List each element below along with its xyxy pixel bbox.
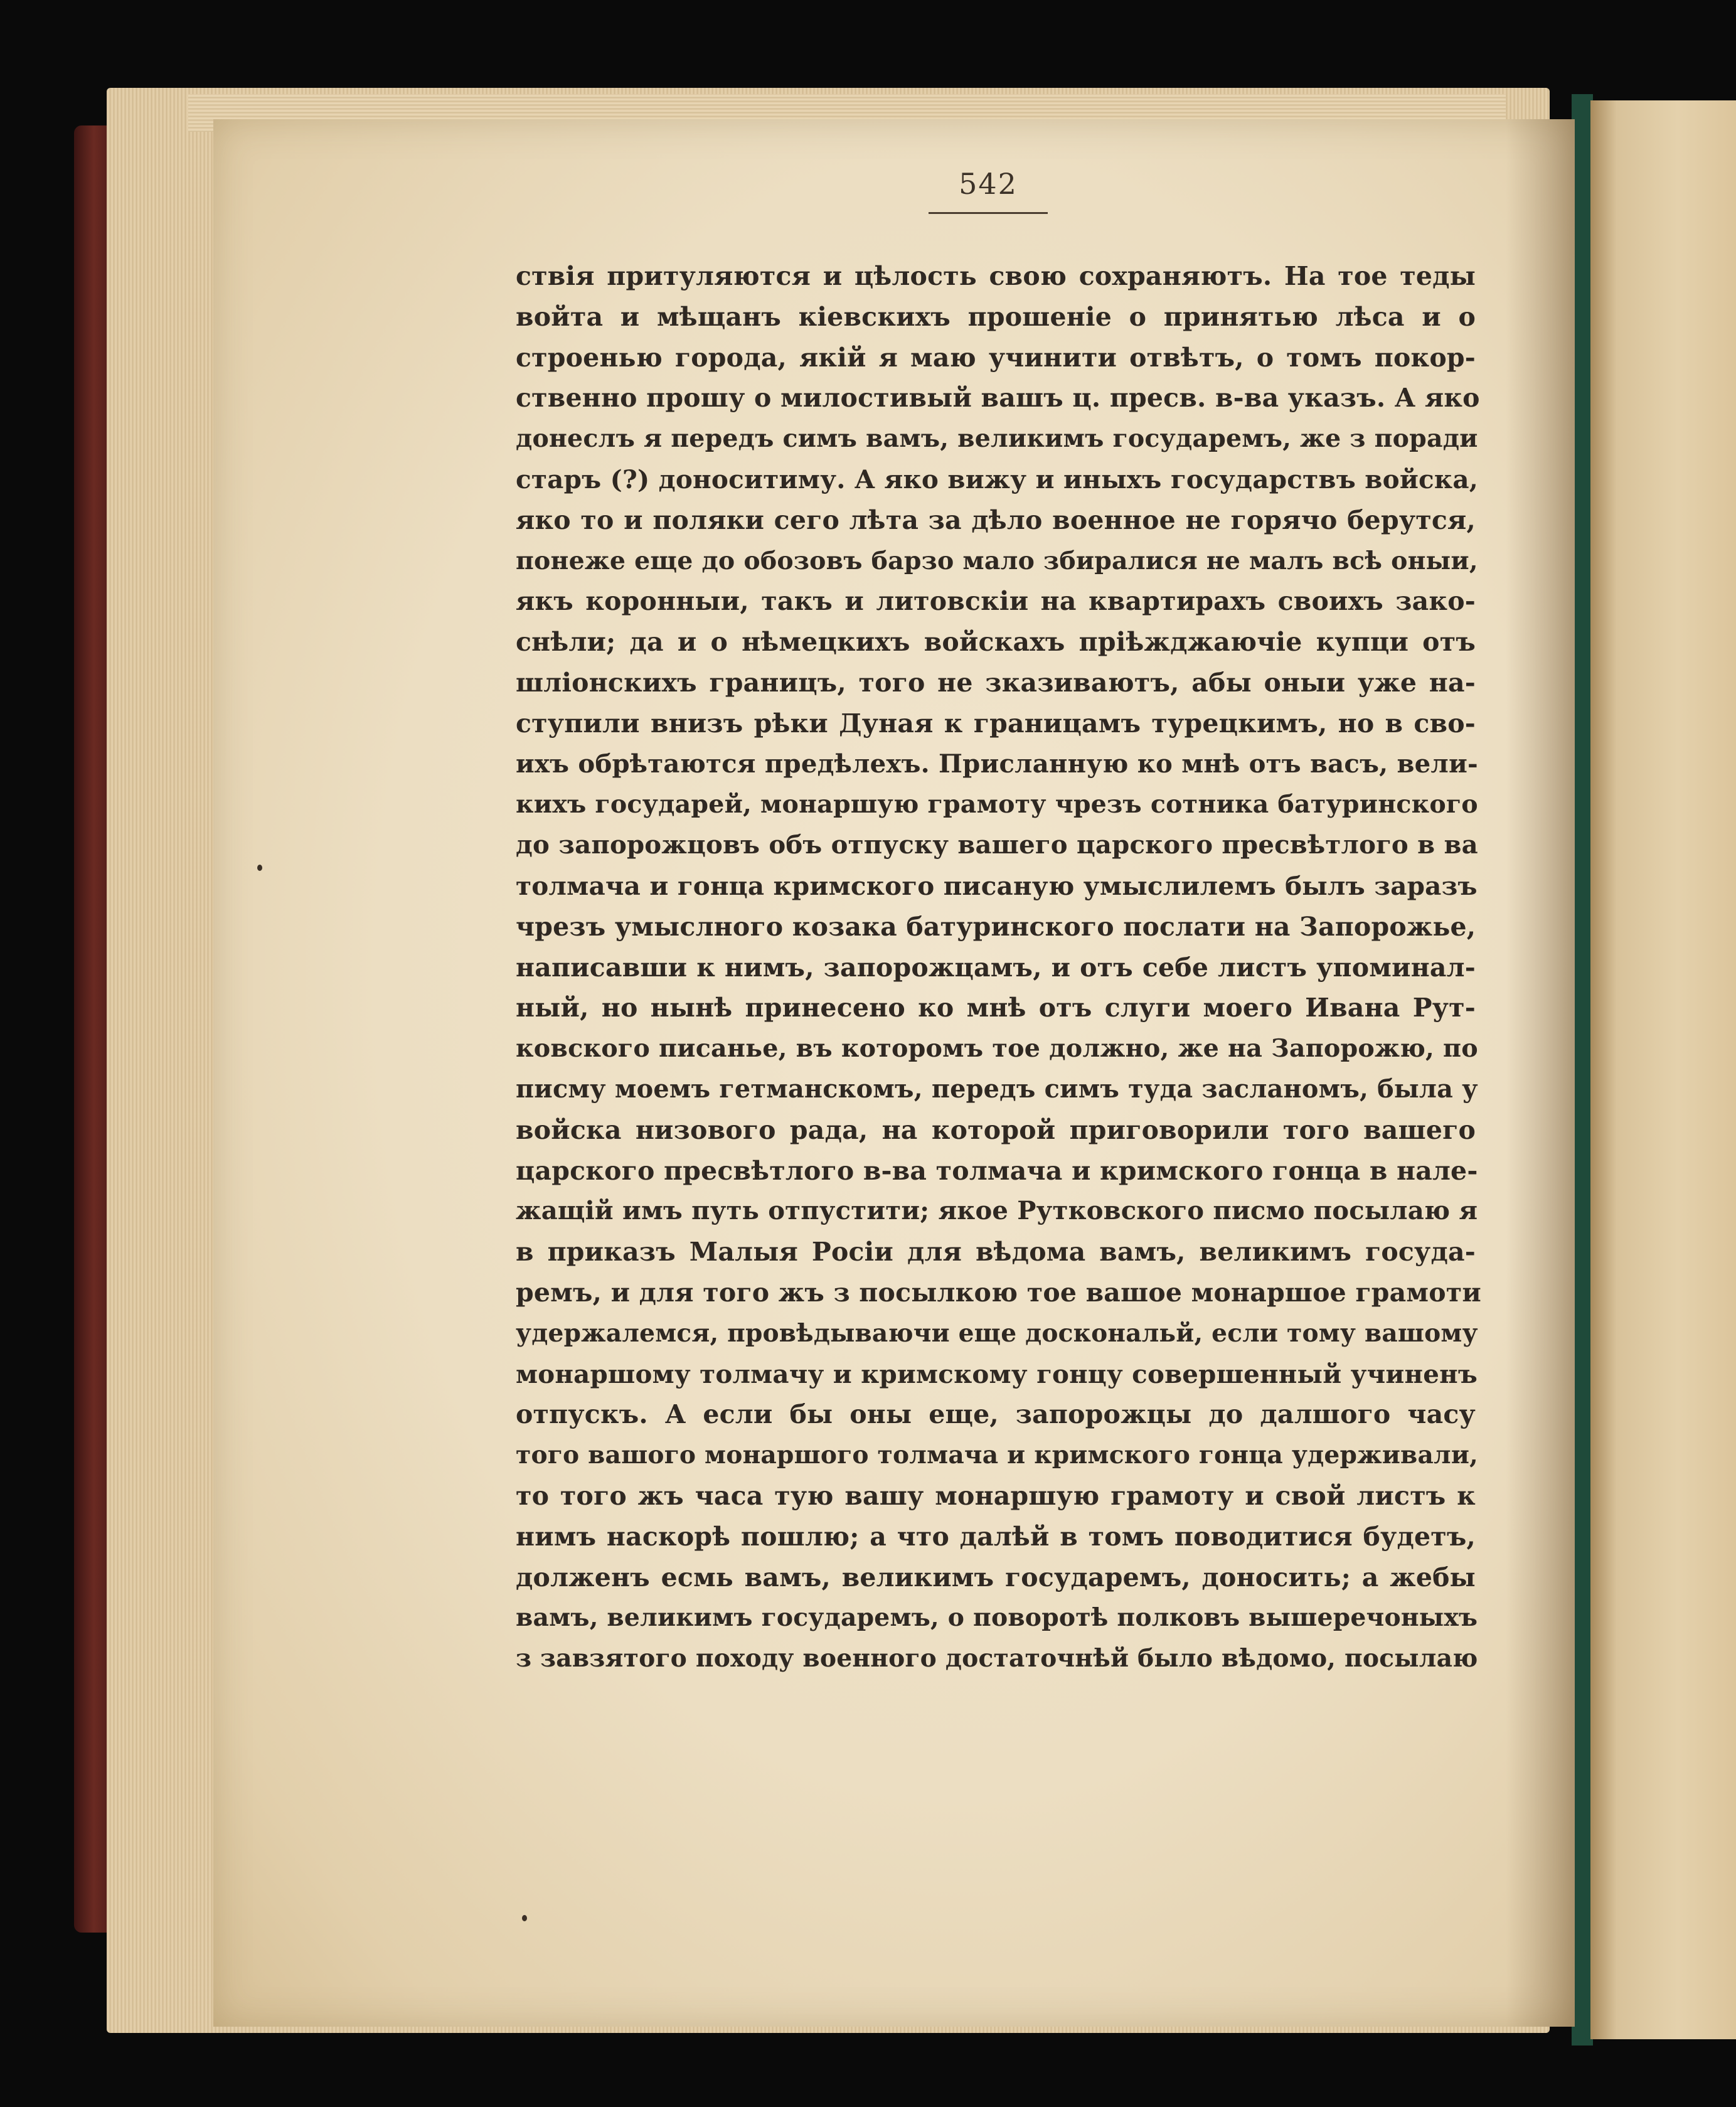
text-line: писму моемъ гетманскомъ, передъ симъ туда засланомъ, была у (516, 1074, 1478, 1104)
text-line: чрезъ умыслного козака батуринского послати на Запорожье, (516, 911, 1476, 942)
text-line: нимъ наскорѣ пошлю; а что далѣй в томъ поводитися будетъ, (516, 1521, 1476, 1552)
text-line: кихъ государей, монаршую грамоту чрезъ сотника батуринского (516, 790, 1478, 819)
page-number: 542 (959, 167, 1018, 201)
text-line: ный, но нынѣ принесено ко мнѣ отъ слуги моего Ивана Рут- (516, 993, 1476, 1023)
text-line: толмача и гонца кримского писаную умыслилемъ былъ заразъ (516, 870, 1478, 901)
text-line: царского пресвѣтлого в-ва толмача и кримского гонца в нале- (516, 1155, 1478, 1186)
text-line: шліонскихъ границъ, того не зказиваютъ, абы оныи уже на- (516, 667, 1476, 698)
text-line: якъ коронныи, такъ и литовскіи на квартирахъ своихъ зако- (516, 586, 1476, 617)
gutter-shadow (1506, 119, 1575, 2027)
text-line: до запорожцовъ объ отпуску вашего царского пресвѣтлого в ва (516, 830, 1478, 860)
text-line: снѣли; да и о нѣмецкихъ войскахъ пріѣжджаючіе купци отъ (516, 627, 1476, 658)
text-line: того вашого монаршого толмача и кримского гонца удерживали, (516, 1441, 1478, 1470)
text-line: понеже еще до обозовъ барзо мало збиралися не малъ всѣ оныи, (516, 546, 1478, 575)
text-line: то того жъ часа тую вашу монаршую грамоту и свой листъ к (516, 1480, 1476, 1511)
page-number-rule (929, 212, 1048, 214)
text-line: строенью города, якій я маю учинити отвѣтъ, о томъ покор- (516, 342, 1476, 373)
ink-speck (257, 865, 262, 871)
text-line: яко то и поляки сего лѣта за дѣло военное не горячо берутся, (516, 504, 1476, 535)
body-text (516, 256, 1481, 1679)
text-line: ступили внизъ рѣки Дуная к границамъ турецкимъ, но в сво- (516, 708, 1476, 739)
text-line: войта и мѣщанъ кіевскихъ прошеніе о принятью лѣса и о (516, 301, 1476, 332)
text-line: ственно прошу о милостивый вашъ ц. пресв. в-ва указъ. А яко (516, 383, 1480, 413)
ink-speck (522, 1915, 527, 1921)
text-line: долженъ есмь вамъ, великимъ государемъ, доносить; а жебы (516, 1562, 1476, 1592)
text-line: ковского писанье, въ которомъ тое должно, же на Запорожю, по (516, 1034, 1478, 1064)
text-line: донеслъ я передъ симъ вамъ, великимъ государемъ, же з поради (516, 424, 1478, 454)
text-line: отпускъ. А если бы оны еще, запорожцы до далшого часу (516, 1399, 1476, 1430)
text-line: удержалемся, провѣдываючи еще доскональй, если тому вашому (516, 1318, 1478, 1348)
text-line: ремъ, и для того жъ з посылкою тое вашое монаршое грамоти (516, 1277, 1481, 1308)
text-line: вамъ, великимъ государемъ, о поворотѣ полковъ вышеречоныхъ (516, 1603, 1478, 1633)
text-line: написавши к нимъ, запорожцамъ, и отъ себе листъ упоминал- (516, 952, 1476, 983)
text-line: старъ (?) доноситиму. А яко вижу и иныхъ государствъ войска, (516, 464, 1479, 494)
binding-edge (1572, 94, 1593, 2046)
text-line: жащій имъ путь отпустити; якое Рутковского писмо посылаю я (516, 1196, 1478, 1226)
text-line: монаршому толмачу и кримскому гонцу совершенный учиненъ (516, 1358, 1478, 1389)
text-line: в приказъ Малыя Росіи для вѣдома вамъ, великимъ госуда- (516, 1237, 1476, 1267)
text-line: ствія притуляются и цѣлость свою сохраняютъ. На тое теды (516, 261, 1476, 291)
text-line: войска низового рада, на которой приговорили того вашего (516, 1114, 1476, 1145)
facing-page (1590, 100, 1736, 2039)
text-line: з завзятого походу военного достаточнѣй было вѣдомо, посылаю (516, 1644, 1478, 1673)
text-line: ихъ обрѣтаются предѣлехъ. Присланную ко мнѣ отъ васъ, вели- (516, 749, 1478, 779)
